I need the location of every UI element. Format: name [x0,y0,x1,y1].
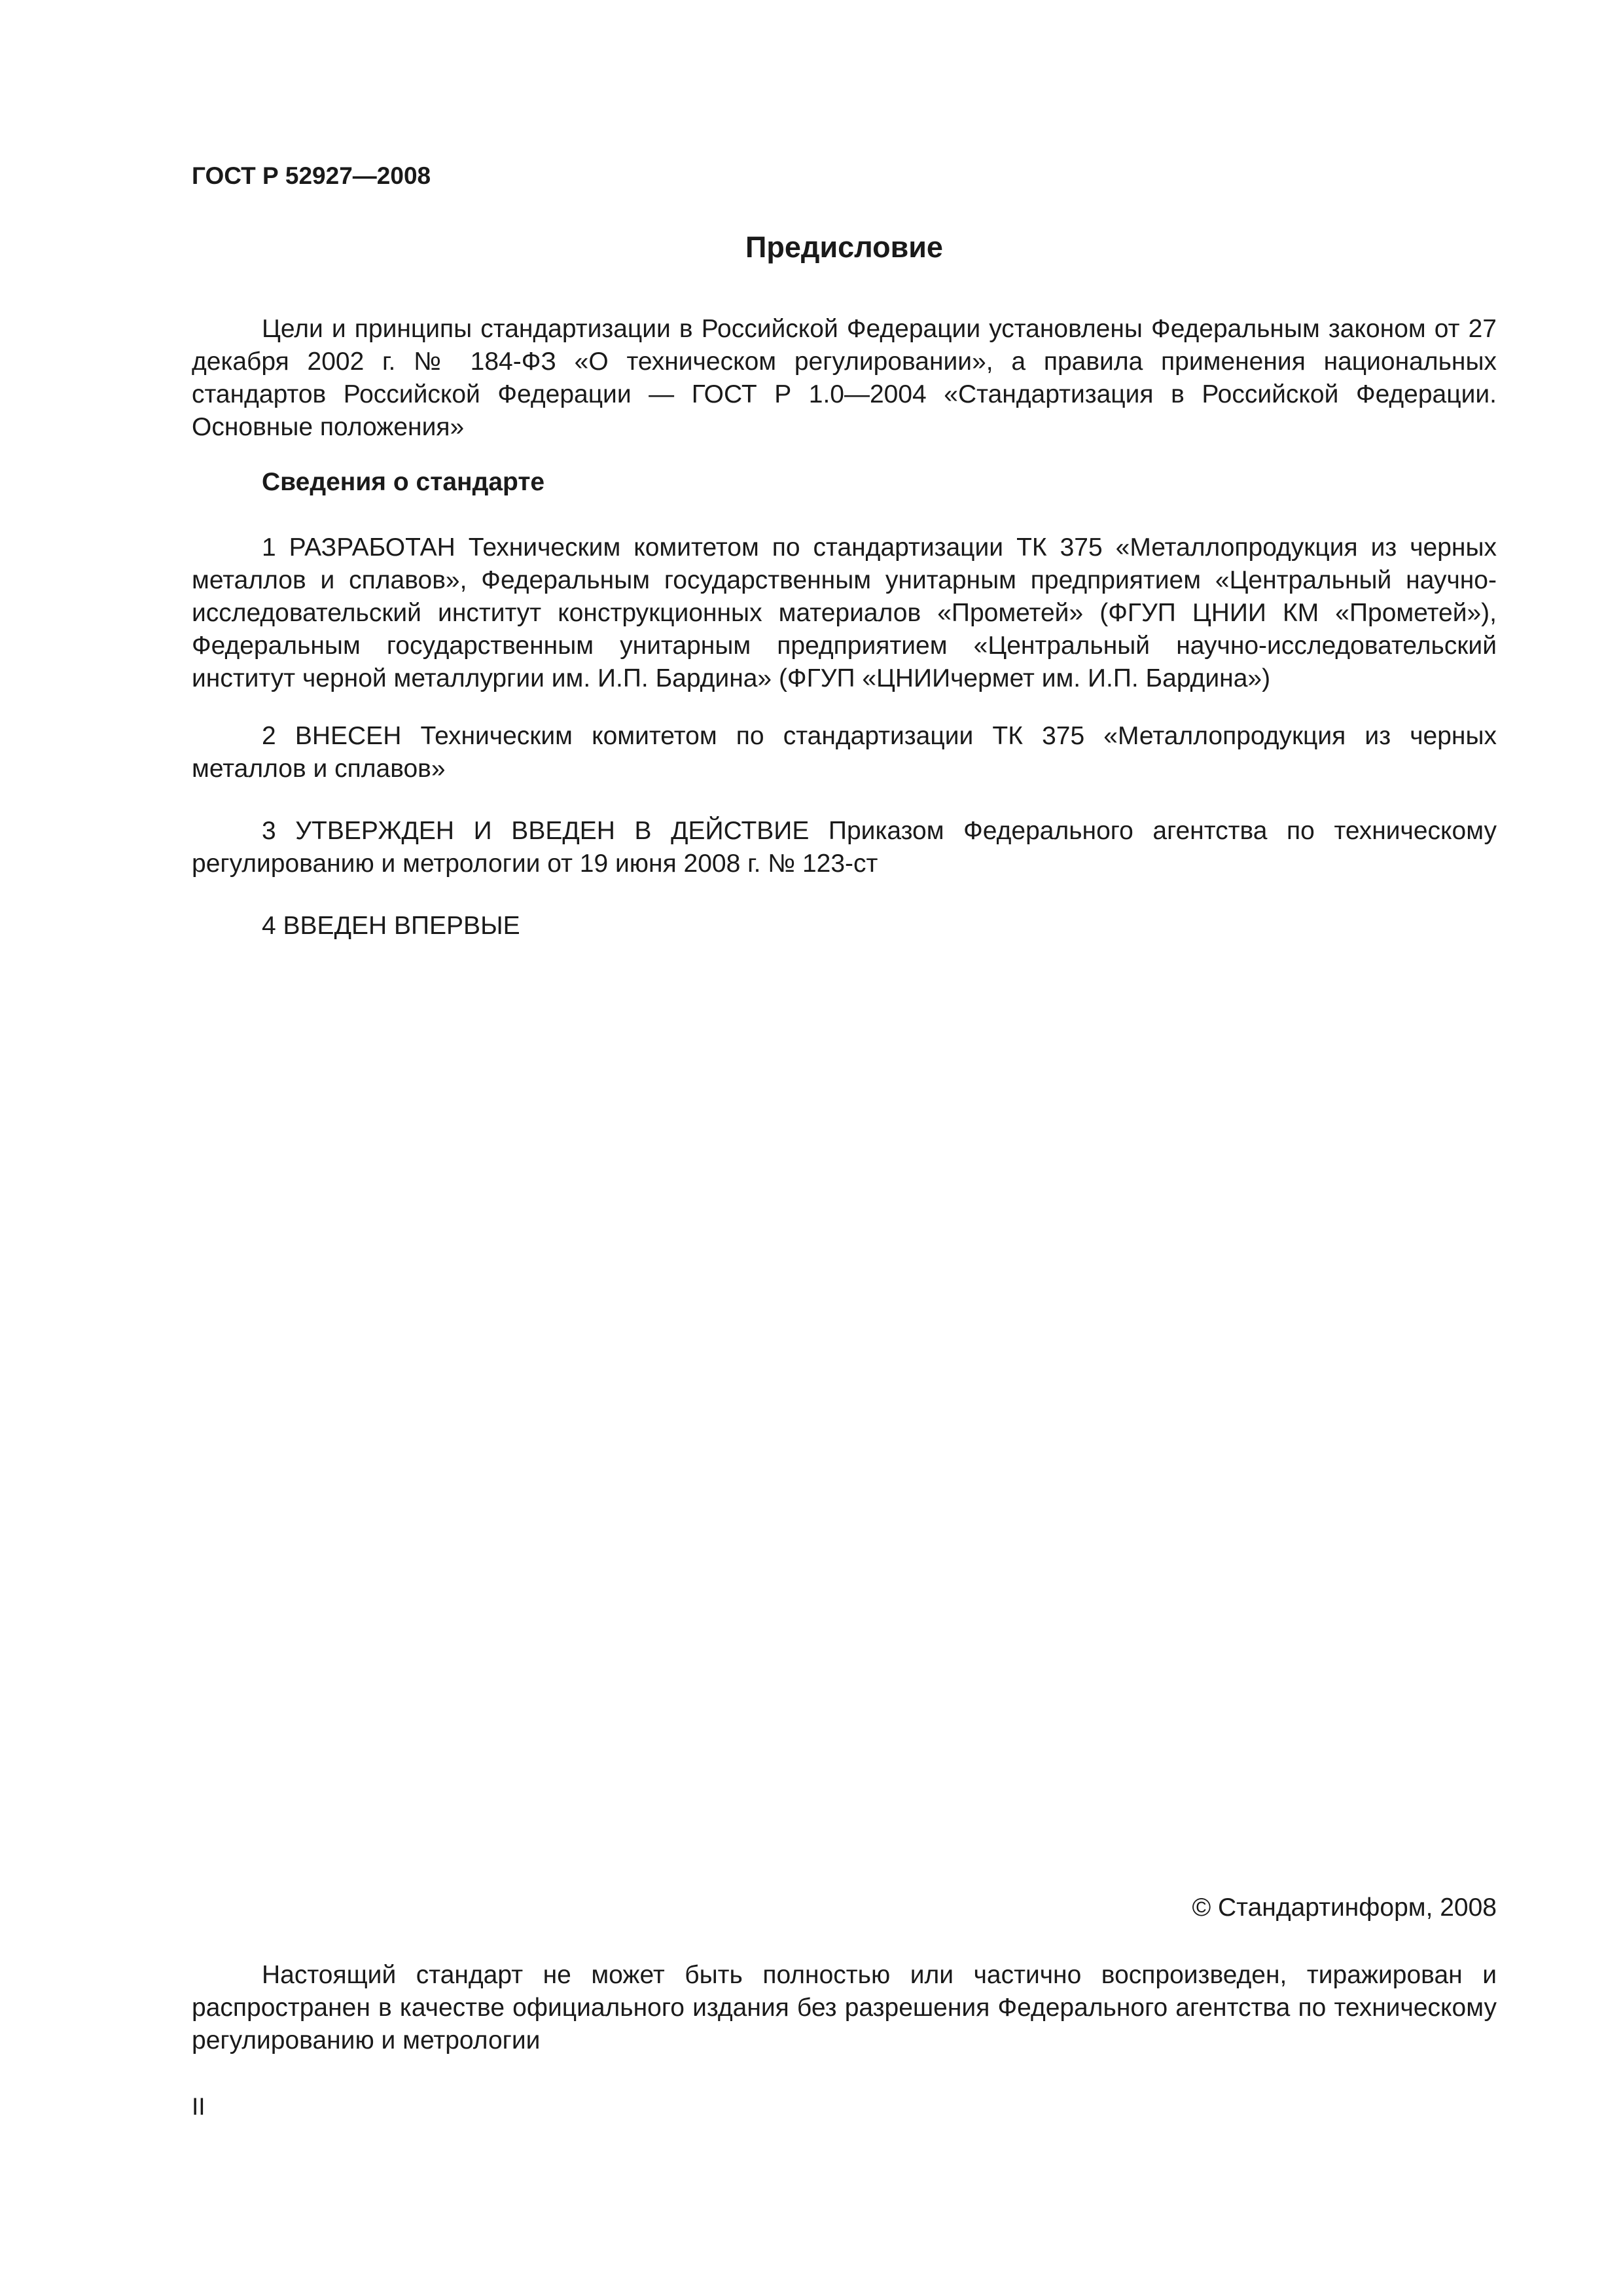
page-number: II [192,2093,205,2120]
page-title: Предисловие [745,230,943,264]
section-subheading: Сведения о стандарте [262,468,545,496]
info-item-4: 4 ВВЕДЕН ВПЕРВЫЕ [262,912,520,940]
reproduction-notice: Настоящий стандарт не может быть полностью или частично воспроизведен, тиражирован и распространен в качестве официального издания без разрешения Федерального агентства по техническому регулированию и метрологии [192,1961,1497,2054]
info-item-2: 2 ВНЕСЕН Техническим комитетом по стандартизации ТК 375 «Металлопродукция из черных металлов и сплавов» [192,722,1497,783]
copyright-line: © Стандартинформ, 2008 [1192,1893,1497,1922]
info-item-3: 3 УТВЕРЖДЕН И ВВЕДЕН В ДЕЙСТВИЕ Приказом Федерального агентства по техническому регулированию и метрологии от 19 июня 2008 г. № 123-ст [192,817,1497,878]
info-item-1: 1 РАЗРАБОТАН Техническим комитетом по стандартизации ТК 375 «Металлопродукция из черных металлов и сплавов», Федеральным государственным унитарным предприятием «Центральный научно-исследовательский институт конструкционных материалов «Прометей» (ФГУП ЦНИИ КМ «Прометей»), Федеральным государственным унитарным предприятием «Центральный научно-исследовательский институт черной металлургии им. И.П. Бардина» (ФГУП «ЦНИИчермет им. И.П. Бардина») [192,533,1497,692]
intro-paragraph: Цели и принципы стандартизации в Российской Федерации установлены Федеральным законом от 27 декабря 2002 г. № 184-ФЗ «О техническом регулировании», а правила применения национальных стандартов Российской Федерации — ГОСТ Р 1.0—2004 «Стандартизация в Российской Федерации. Основные положения» [192,315,1497,441]
standard-code-header: ГОСТ Р 52927—2008 [192,162,431,189]
